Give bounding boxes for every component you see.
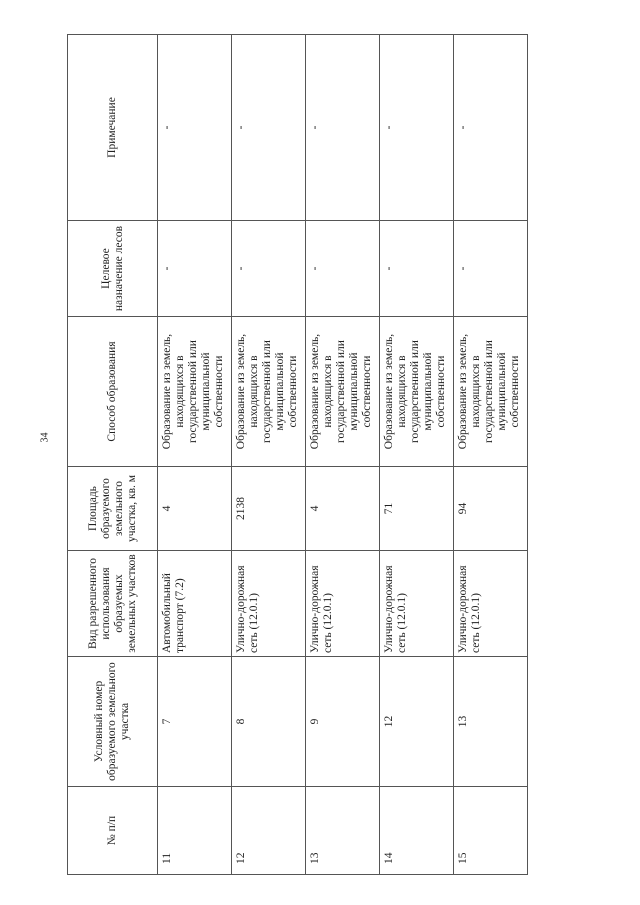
cell-permitted-use: Автомобильный транспорт (7.2) [158, 551, 232, 657]
cell-number: 14 [380, 787, 454, 875]
cell-permitted-use: Улично-дорожная сеть (12.0.1) [306, 551, 380, 657]
cell-note: - [454, 35, 528, 221]
cell-area: 94 [454, 467, 528, 551]
cell-number: 13 [306, 787, 380, 875]
cell-area: 4 [158, 467, 232, 551]
header-permitted-use: Вид разрешенного использования образуемых земельных участков [68, 551, 158, 657]
cell-conditional-number: 13 [454, 657, 528, 787]
cell-permitted-use: Улично-дорожная сеть (12.0.1) [232, 551, 306, 657]
cell-area: 71 [380, 467, 454, 551]
cell-note: - [380, 35, 454, 221]
cell-conditional-number: 12 [380, 657, 454, 787]
table-row [158, 35, 232, 875]
cell-permitted-use: Улично-дорожная сеть (12.0.1) [454, 551, 528, 657]
header-area: Площадь образуемого земельного участка, кв. м [68, 467, 158, 551]
cell-conditional-number: 8 [232, 657, 306, 787]
cell-forest-purpose: - [232, 221, 306, 317]
cell-note: - [232, 35, 306, 221]
header-conditional-number: Условный номер образуемого земельного участка [68, 657, 158, 787]
cell-formation-method: Образование из земель, находящихся в государственной или муниципальной собственности [158, 317, 232, 467]
cell-forest-purpose: - [158, 221, 232, 317]
table-row [306, 35, 380, 875]
cell-note: - [306, 35, 380, 221]
header-forest-purpose: Целевое назначение лесов [68, 221, 158, 317]
header-formation-method: Способ образования [68, 317, 158, 467]
cell-area: 4 [306, 467, 380, 551]
table-header-row [68, 35, 158, 875]
cell-forest-purpose: - [454, 221, 528, 317]
cell-note: - [158, 35, 232, 221]
cell-area: 2138 [232, 467, 306, 551]
cell-forest-purpose: - [380, 221, 454, 317]
cell-formation-method: Образование из земель, находящихся в государственной или муниципальной собственности [454, 317, 528, 467]
cell-formation-method: Образование из земель, находящихся в государственной или муниципальной собственности [380, 317, 454, 467]
header-number: № п/п [68, 787, 158, 875]
cell-conditional-number: 9 [306, 657, 380, 787]
cell-number: 15 [454, 787, 528, 875]
cell-number: 11 [158, 787, 232, 875]
cell-permitted-use: Улично-дорожная сеть (12.0.1) [380, 551, 454, 657]
table-row [232, 35, 306, 875]
cell-number: 12 [232, 787, 306, 875]
table-row [454, 35, 528, 875]
cell-formation-method: Образование из земель, находящихся в государственной или муниципальной собственности [306, 317, 380, 467]
land-plots-table [67, 34, 528, 875]
cell-formation-method: Образование из земель, находящихся в государственной или муниципальной собственности [232, 317, 306, 467]
cell-forest-purpose: - [306, 221, 380, 317]
table-row [380, 35, 454, 875]
rotated-table-container [67, 35, 528, 875]
page-number: 34 [39, 432, 51, 443]
header-note: Примечание [68, 35, 158, 221]
cell-conditional-number: 7 [158, 657, 232, 787]
